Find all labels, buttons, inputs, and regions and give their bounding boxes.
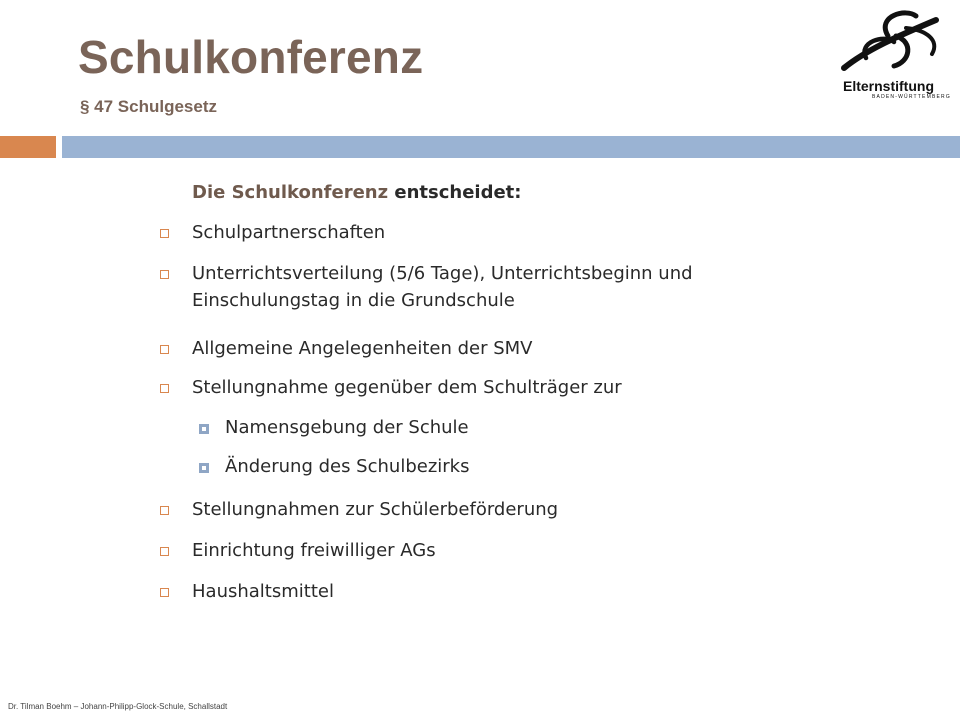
bullet-icon [160, 270, 169, 279]
slide-subtitle: § 47 Schulgesetz [80, 97, 218, 116]
bullet-icon [160, 384, 169, 393]
bullet-icon [160, 506, 169, 515]
sub-bullet-icon [199, 463, 209, 473]
logo-name: Elternstiftung [843, 78, 934, 94]
heading-part-1: Die Schulkonferenz [192, 182, 389, 203]
footer-credit: Dr. Tilman Boehm – Johann-Philipp-Glock-Schule, Schallstadt [8, 702, 228, 711]
bullet-icon [160, 588, 169, 597]
list-item: Haushaltsmittel [192, 581, 334, 602]
bullet-icon [160, 345, 169, 354]
list-item: Allgemeine Angelegenheiten der SMV [192, 338, 533, 359]
heading-part-2: entscheidet [388, 182, 515, 203]
sub-list-item: Änderung des Schulbezirks [225, 456, 470, 477]
list-item: Schulpartnerschaften [192, 222, 386, 243]
bullet-icon [160, 229, 169, 238]
list-item: Stellungnahme gegenüber dem Schulträger zur [192, 377, 622, 398]
sub-list-item: Namensgebung der Schule [225, 417, 469, 438]
heading-part-3: : [514, 182, 522, 203]
slide-title: Schulkonferenz [78, 31, 424, 83]
logo-subtitle: BADEN-WÜRTTEMBERG [872, 94, 951, 100]
list-item: Stellungnahmen zur Schülerbeförderung [192, 499, 559, 520]
bullet-icon [160, 547, 169, 556]
list-item: Unterrichtsverteilung (5/6 Tage), Unterrichtsbeginn und Einschulungstag in die Grundschule [192, 263, 693, 311]
sub-bullet-icon [199, 424, 209, 434]
content-heading [192, 182, 521, 204]
list-item: Einrichtung freiwilliger AGs [192, 540, 436, 561]
